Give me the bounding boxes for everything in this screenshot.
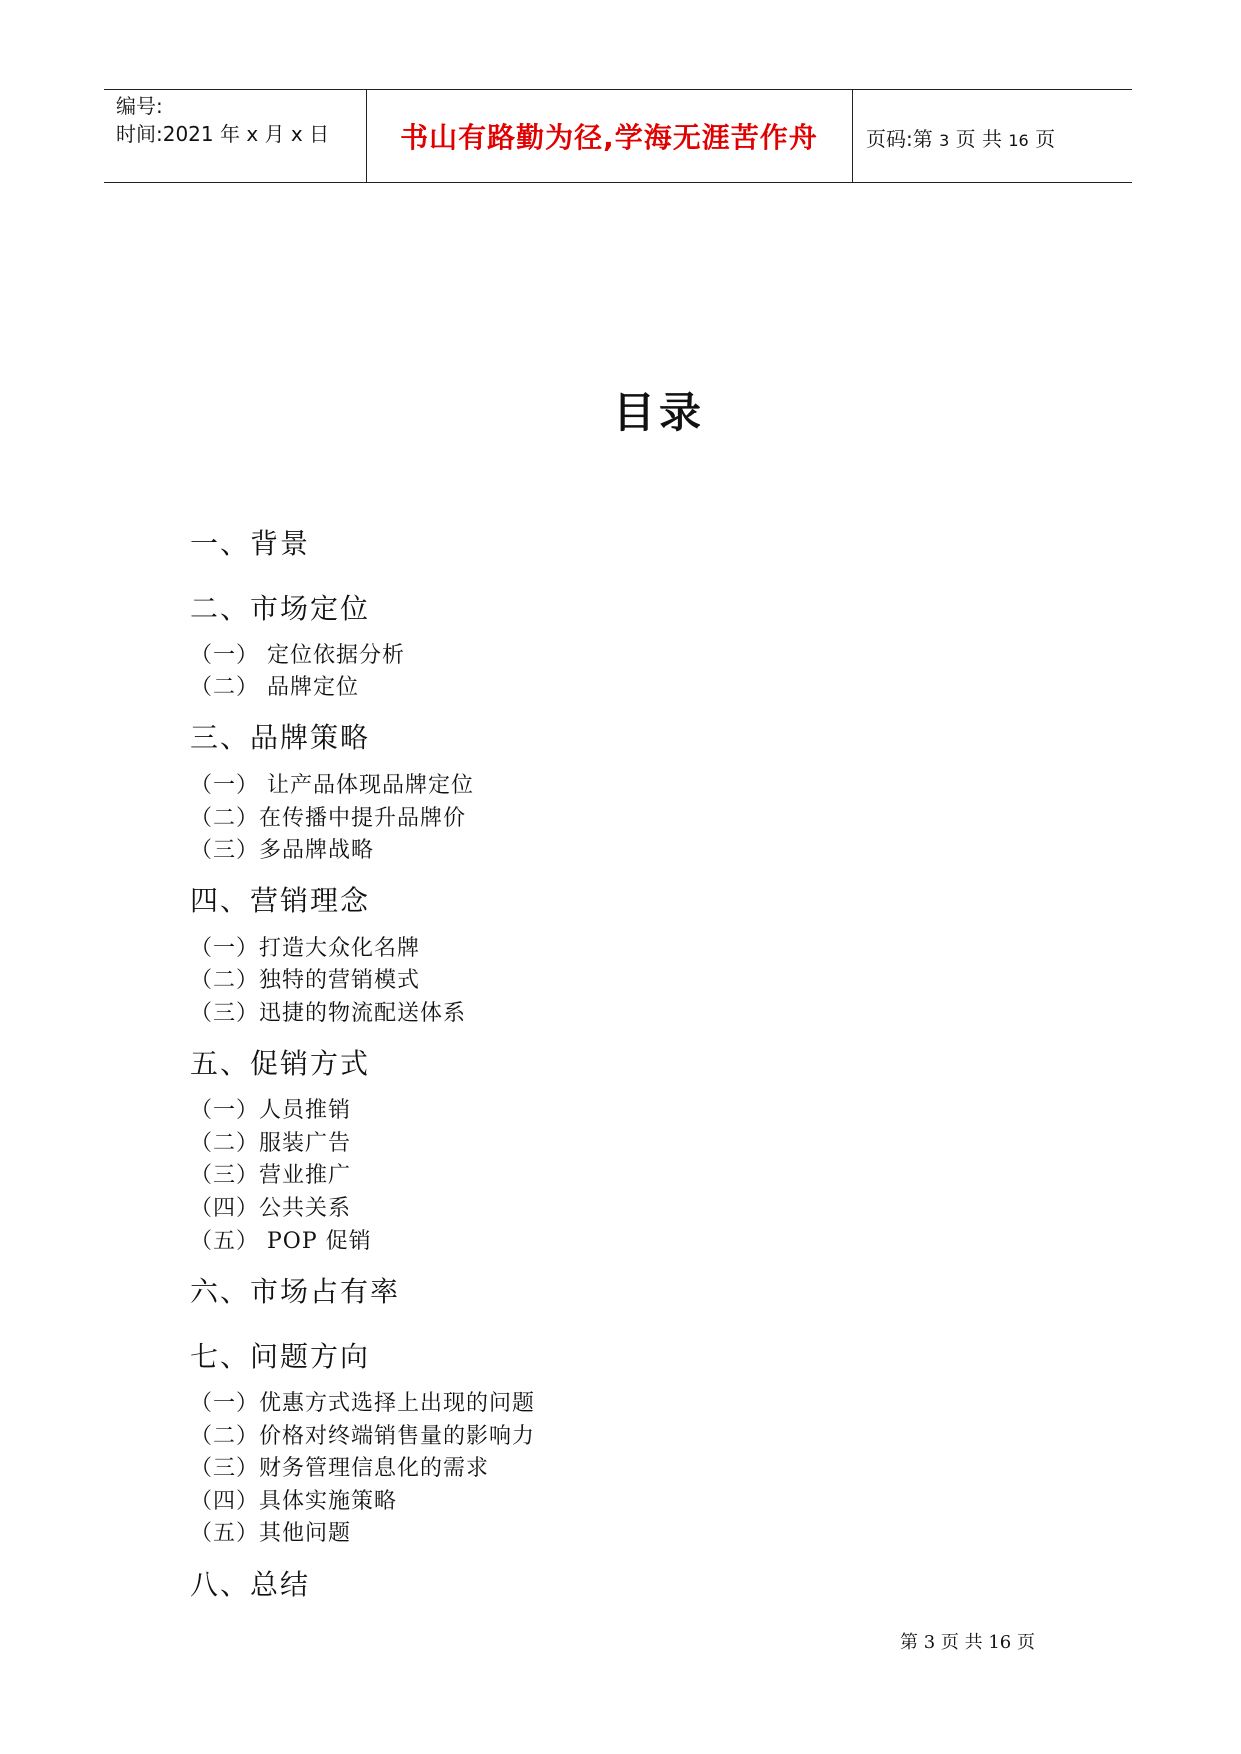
toc-subsection: （一）人员推销 xyxy=(190,1098,352,1123)
toc-subsection: （三）财务管理信息化的需求 xyxy=(190,1456,490,1481)
toc-subsection: （三）迅捷的物流配送体系 xyxy=(190,1001,467,1026)
header-motto: 书山有路勤为径,学海无涯苦作舟 xyxy=(400,121,818,154)
header-page-prefix: 页码:第 xyxy=(866,127,933,151)
toc-section: 五、促销方式 xyxy=(190,1047,371,1080)
header-time-label: 时间:2021 年 x 月 x 日 xyxy=(116,122,330,146)
toc-section: 八、总结 xyxy=(190,1568,311,1601)
toc-subsection: （四）公共关系 xyxy=(190,1196,352,1221)
page-footer: 第 3 页 共 16 页 xyxy=(900,1632,1035,1653)
header-page-mid: 页 共 xyxy=(955,127,1003,151)
toc-subsection: （一） 定位依据分析 xyxy=(190,643,405,668)
toc-section: 一、背景 xyxy=(190,527,311,560)
header-divider-right xyxy=(852,89,853,182)
header-bottom-rule xyxy=(104,182,1132,183)
toc-subsection: （二） 品牌定位 xyxy=(190,675,359,700)
page-title: 目录 xyxy=(612,388,705,437)
header-number-label: 编号: xyxy=(116,94,163,118)
toc-section: 二、市场定位 xyxy=(190,592,371,625)
header-page-current: 3 xyxy=(939,131,950,150)
toc-subsection: （一）打造大众化名牌 xyxy=(190,936,421,961)
header-top-rule xyxy=(104,89,1132,90)
toc-subsection: （一）优惠方式选择上出现的问题 xyxy=(190,1391,536,1416)
toc-subsection: （五） POP 促销 xyxy=(190,1229,372,1254)
toc-section: 四、营销理念 xyxy=(190,884,371,917)
toc-subsection: （二）价格对终端销售量的影响力 xyxy=(190,1424,536,1449)
header-page-total: 16 xyxy=(1008,131,1029,150)
toc-section: 六、市场占有率 xyxy=(190,1275,401,1308)
toc-section: 七、问题方向 xyxy=(190,1340,371,1373)
toc-section: 三、品牌策略 xyxy=(190,721,371,754)
toc-subsection: （四）具体实施策略 xyxy=(190,1489,398,1514)
toc-subsection: （一） 让产品体现品牌定位 xyxy=(190,773,474,798)
header-meta xyxy=(116,92,329,148)
header-page-suffix: 页 xyxy=(1035,127,1056,151)
toc-subsection: （二）独特的营销模式 xyxy=(190,968,421,993)
toc-subsection: （二）在传播中提升品牌价 xyxy=(190,806,467,831)
toc-subsection: （三）营业推广 xyxy=(190,1163,352,1188)
toc-subsection: （五）其他问题 xyxy=(190,1521,352,1546)
toc-subsection: （三）多品牌战略 xyxy=(190,838,375,863)
header-page-info xyxy=(866,123,1055,152)
toc-subsection: （二）服装广告 xyxy=(190,1131,352,1156)
